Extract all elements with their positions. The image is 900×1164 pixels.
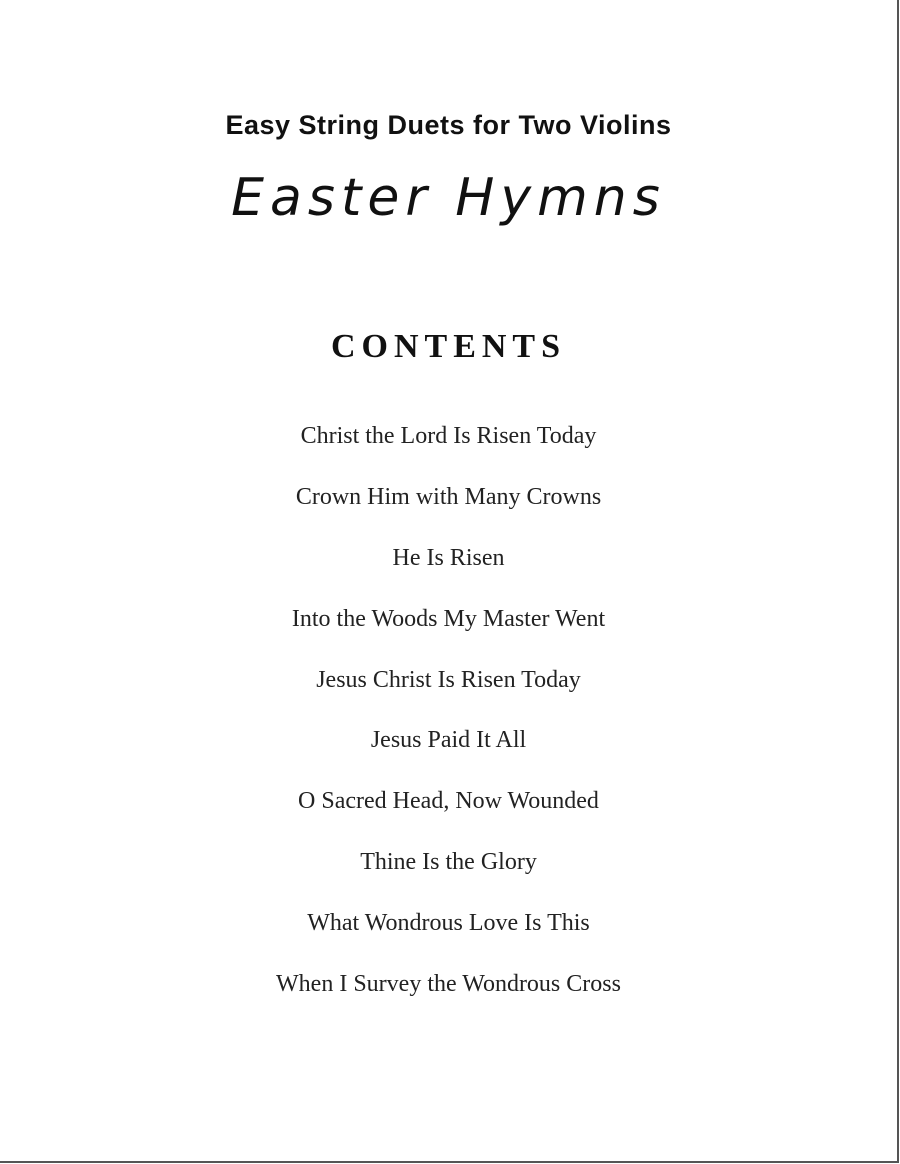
contents-heading: CONTENTS [330,328,567,365]
contents-item: Christ the Lord Is Risen Today [300,423,597,449]
contents-item: What Wondrous Love Is This [307,910,590,937]
contents-item: Crown Him with Many Crowns [295,483,602,510]
contents-item: Into the Woods My Master Went [291,605,606,632]
contents-item: He Is Risen [392,544,505,571]
book-title: Easter Hymns [231,168,666,228]
contents-item: Jesus Christ Is Risen Today [316,666,581,693]
contents-item: When I Survey the Wondrous Cross [276,971,621,998]
contents-item: Jesus Paid It All [370,727,527,754]
book-subtitle: Easy String Duets for Two Violins [225,110,672,140]
contents-item: Thine Is the Glory [360,849,537,876]
contents-list [0,418,897,1027]
contents-item: O Sacred Head, Now Wounded [298,788,599,815]
